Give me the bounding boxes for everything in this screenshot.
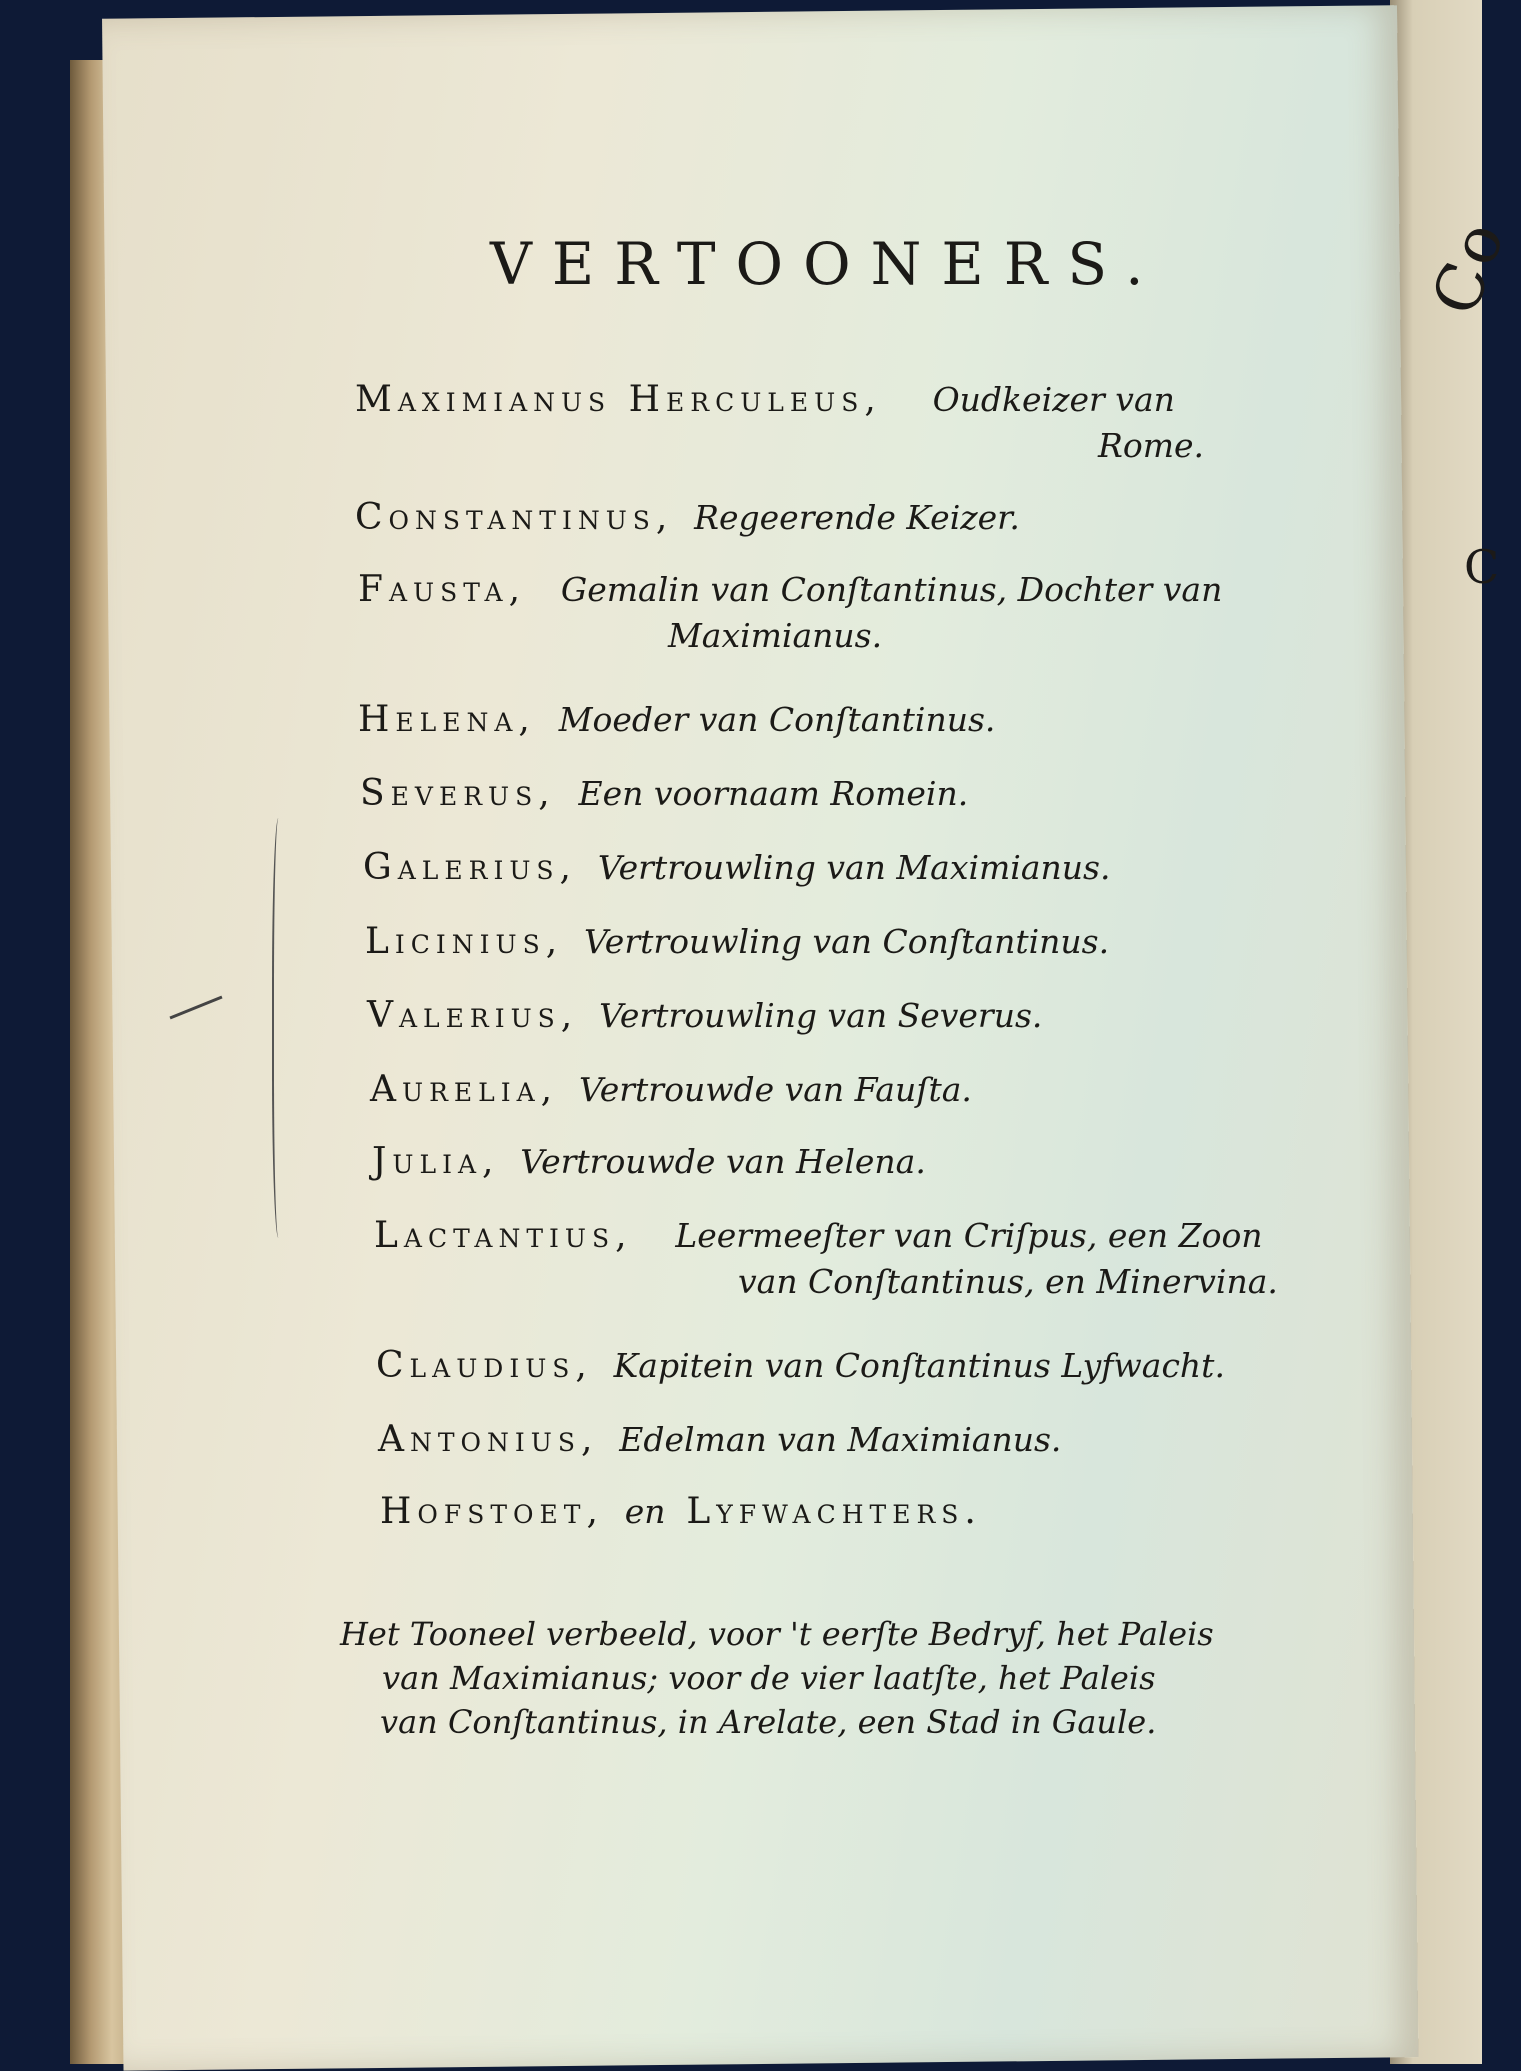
character-entry [355,498,1020,538]
character-entry [380,1492,982,1532]
character-entry [376,1346,1225,1386]
character-description-continued: van Conſtantinus, en Minervina. [738,1262,1278,1301]
character-description: Edelman van Maximianus. [619,1420,1062,1459]
character-entry [358,570,1222,610]
character-entry [370,1070,972,1110]
character-name: Valerius, [367,995,579,1036]
character-entry [360,774,968,814]
character-description: Moeder van Conſtantinus. [558,700,996,739]
character-description: Oudkeizer van [932,380,1175,419]
character-name: Aurelia, [370,1069,559,1110]
scene-note-line: van Maximianus; voor de vier laatſte, het Paleis [382,1659,1156,1697]
character-description: Vertrouwde van Fauſta. [578,1070,972,1109]
character-name: Severus, [360,773,556,814]
facing-page-letter-fragment: C [1464,540,1504,594]
character-description: Vertrouwde van Helena. [520,1142,926,1181]
character-name: Licinius, [365,921,564,962]
character-name: Fausta, [358,569,527,610]
character-entry [374,1216,1263,1256]
character-name: Julia, [372,1141,500,1182]
facing-page-text-fragment: Co [1418,209,1521,325]
book-page [102,5,1418,2070]
character-name: Helena, [358,699,536,740]
character-name: Lactantius, [374,1215,633,1256]
character-description: en [624,1492,666,1531]
character-description: Regeerende Keizer. [694,498,1020,537]
character-entry [378,1420,1061,1460]
character-name: Lyfwachters. [686,1491,982,1532]
character-entry [355,380,1175,420]
character-description: Leermeeſter van Criſpus, een Zoon [675,1216,1263,1255]
scene-note-line: van Conſtantinus, in Arelate, een Stad in Gaule. [380,1703,1157,1741]
character-description-continued: Maximianus. [668,616,883,655]
character-entry [358,700,995,740]
character-description: Gemalin van Conſtantinus, Dochter van [560,570,1223,609]
character-name: Antonius, [378,1419,599,1460]
character-entry [365,922,1109,962]
character-entry [367,996,1042,1036]
character-description: Een voornaam Romein. [578,774,969,813]
scene-note [340,1612,1290,1744]
character-description: Vertrouwling van Severus. [599,996,1043,1035]
character-name: Constantinus, [355,497,674,538]
page-heading: VERTOONERS. [490,230,1164,298]
character-name: Galerius, [363,847,578,888]
character-name: Hofstoet, [380,1491,604,1532]
scene-note-line: Het Tooneel verbeeld, voor 't eerſte Bedryf, het Paleis [340,1615,1214,1653]
character-name: Claudius, [376,1345,593,1386]
character-description: Kapitein van Conſtantinus Lyfwacht. [613,1346,1225,1385]
character-description: Vertrouwling van Conſtantinus. [584,922,1110,961]
character-name: Maximianus Herculeus, [355,379,882,420]
pencil-bracket-mark [272,818,288,1238]
character-entry [372,1142,926,1182]
character-description-continued: Rome. [1098,426,1205,465]
character-entry [363,848,1110,888]
character-description: Vertrouwling van Maximianus. [597,848,1111,887]
